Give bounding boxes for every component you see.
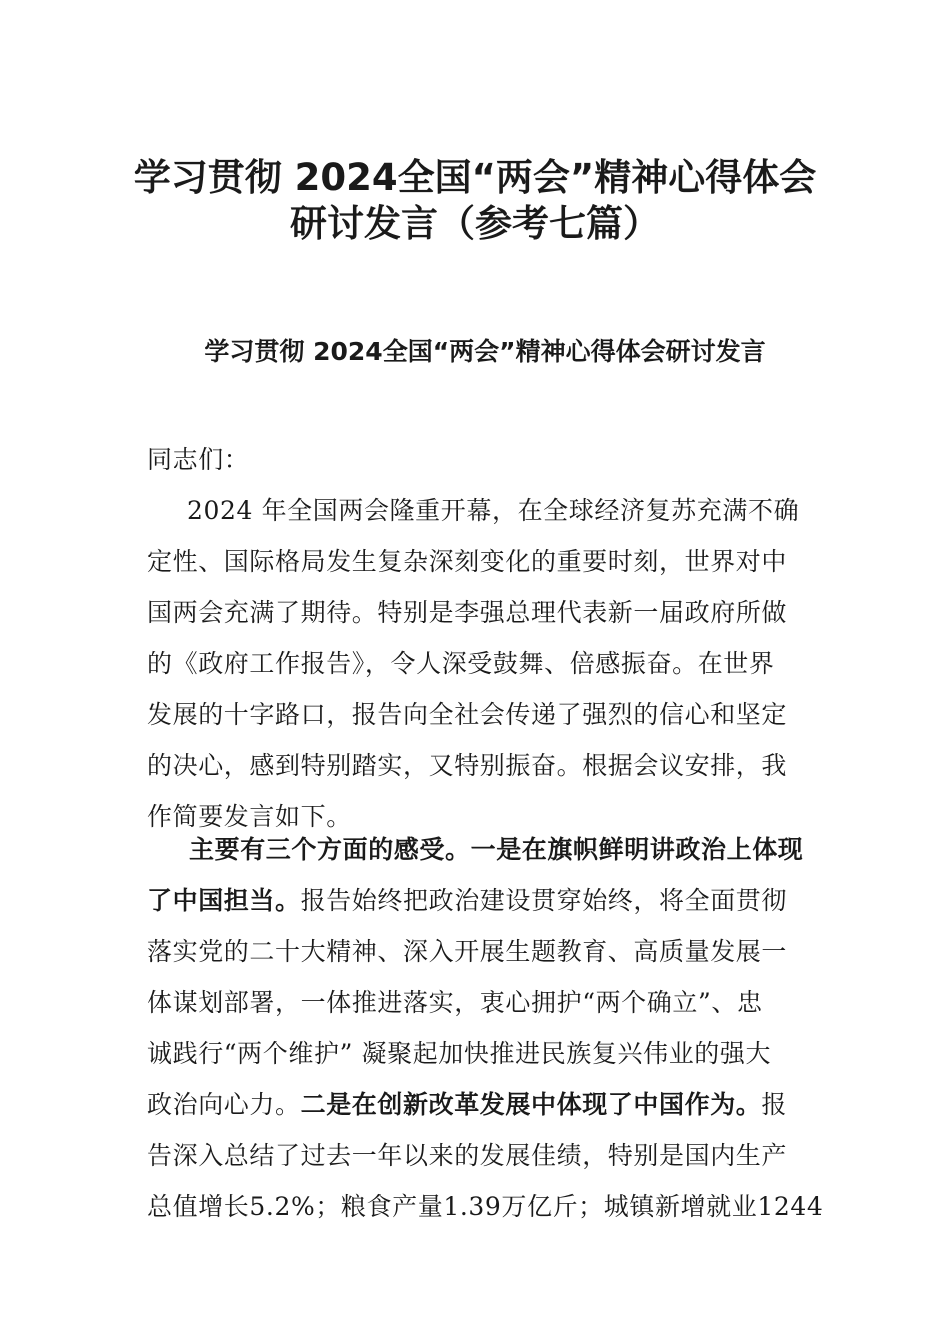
paragraph-1-line-7: 作简要发言如下。: [147, 802, 352, 831]
paragraph-2-line-5: 诚践行“两个维护” 凝聚起加快推进民族复兴伟业的强大: [147, 1039, 772, 1068]
paragraph-2-line-1: [147, 824, 837, 875]
paragraph-2-heading-end: 了中国担当。: [147, 886, 301, 915]
paragraph-1-line-1: 2024 年全国两会隆重开幕，在全球经济复苏充满不确: [187, 496, 800, 525]
paragraph-1-line-5: 发展的十字路口，报告向全社会传递了强烈的信心和坚定: [147, 700, 788, 729]
paragraph-2-line-3: 落实党的二十大精神、深入开展生题教育、高质量发展一: [147, 937, 788, 966]
paragraph-2-line-8: 总值增长5.2%；粮食产量1.39万亿斤；城镇新增就业1244: [147, 1192, 824, 1221]
paragraph-1-line-3: 国两会充满了期待。特别是李强总理代表新一届政府所做: [147, 598, 788, 627]
section-title: 学习贯彻 2024全国“两会”精神心得体会研讨发言: [204, 337, 766, 366]
paragraph-2-line-2: [147, 875, 837, 926]
paragraph-2-line-7: 告深入总结了过去一年以来的发展佳绩，特别是国内生产: [147, 1141, 788, 1170]
document-title-line-2: 研讨发言（参考七篇）: [290, 202, 660, 245]
paragraph-2-heading: 主要有三个方面的感受。一是在旗帜鲜明讲政治上体现: [189, 835, 804, 864]
greeting-text: 同志们：: [147, 445, 250, 474]
paragraph-1-line-2: 定性、国际格局发生复杂深刻变化的重要时刻，世界对中: [147, 547, 788, 576]
paragraph-2-text: 报告始终把政治建设贯穿始终，将全面贯彻: [300, 886, 788, 915]
document-title-line-1: 学习贯彻 2024全国“两会”精神心得体会: [133, 156, 817, 199]
paragraph-2-line-4: 体谋划部署，一体推进落实，衷心拥护“两个确立”、忠: [147, 988, 763, 1017]
paragraph-2-second-point: 二是在创新改革发展中体现了中国作为。: [300, 1090, 762, 1119]
paragraph-1-line-4: 的《政府工作报告》，令人深受鼓舞、倍感振奋。在世界: [147, 649, 775, 678]
paragraph-2-line-6: [147, 1079, 837, 1130]
paragraph-1-line-6: 的决心，感到特别踏实，又特别振奋。根据会议安排，我: [147, 751, 788, 780]
paragraph-2-text-start: 政治向心力。: [147, 1090, 301, 1119]
paragraph-2-text-end: 报: [761, 1090, 788, 1119]
